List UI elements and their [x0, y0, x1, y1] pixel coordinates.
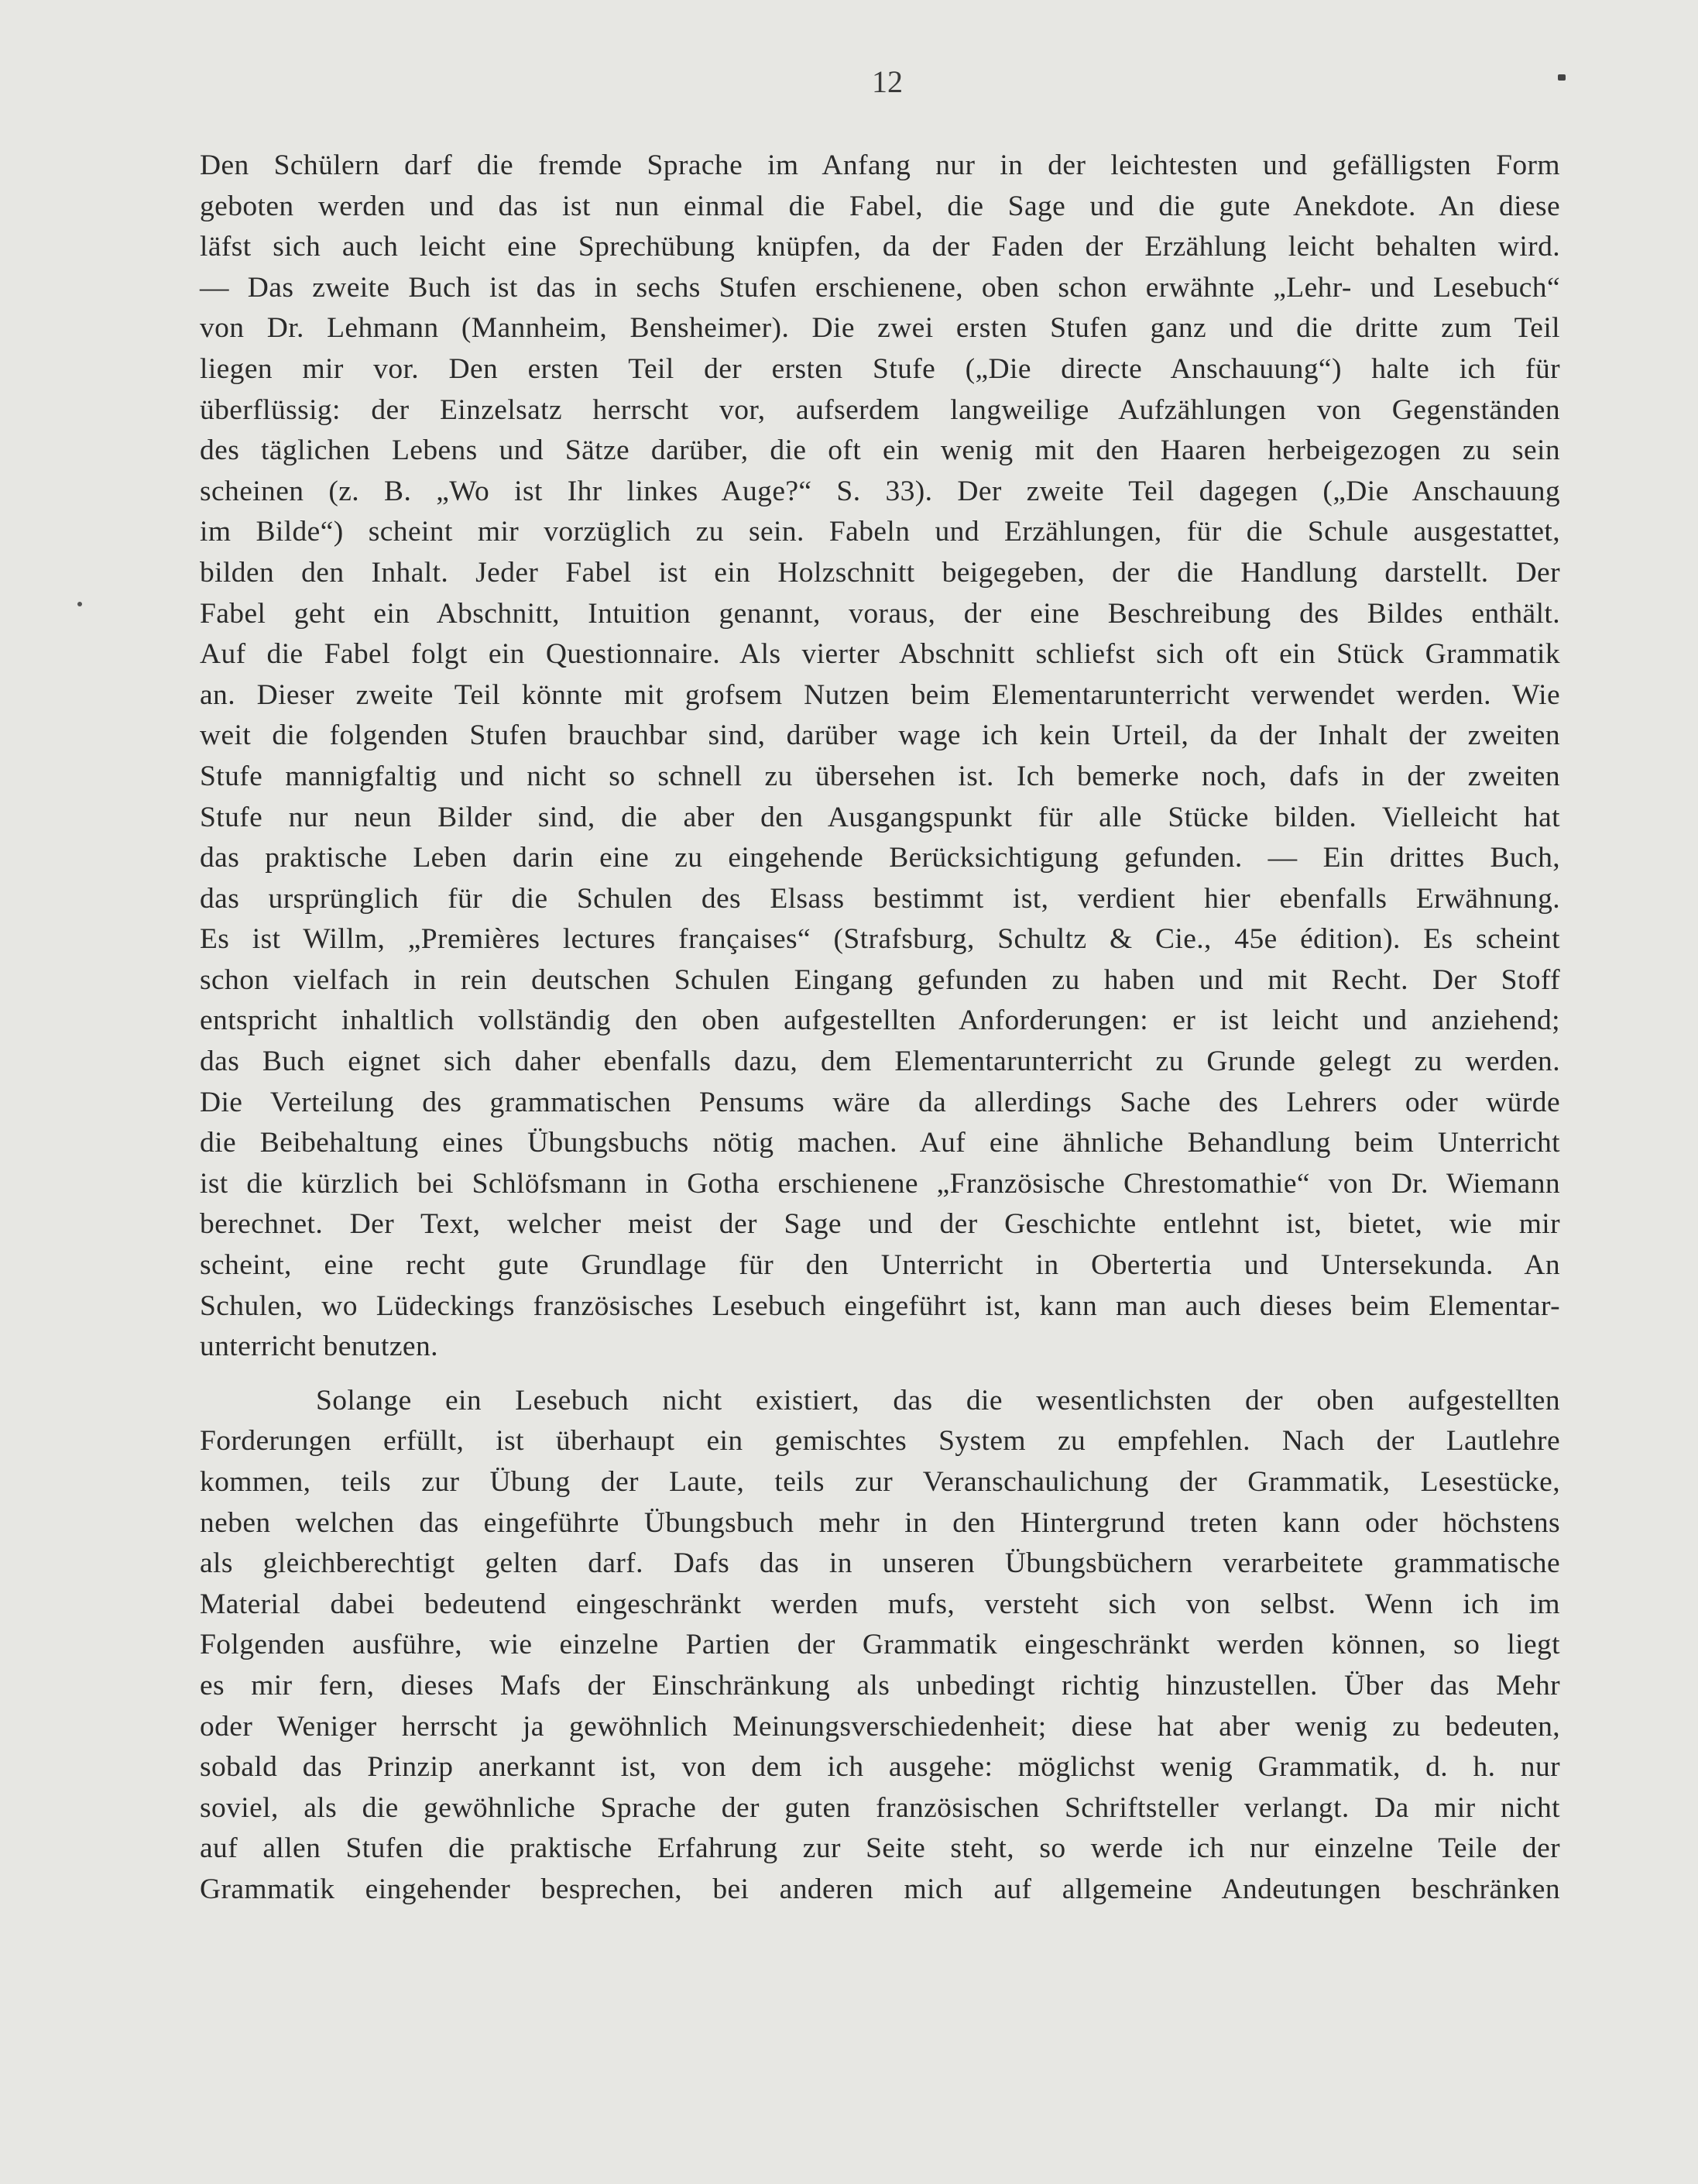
text-line: unterricht benutzen.	[200, 1331, 438, 1363]
text-line: scheinen (z. B. „Wo ist Ihr linkes Auge?“ S. 33). Der zweite Teil dagegen („Die Anschauung	[200, 475, 1560, 507]
text-line: oder Weniger herrscht ja gewöhnlich Meinungsverschiedenheit; diese hat aber wenig zu bedeuten,	[200, 1710, 1560, 1743]
text-line: Auf die Fabel folgt ein Questionnaire. Als vierter Abschnitt schliefst sich oft ein Stück Grammatik	[200, 638, 1560, 671]
text-line: das Buch eignet sich daher ebenfalls dazu, dem Elementarunterricht zu Grunde gelegt zu werden.	[200, 1046, 1560, 1078]
text-line: die Beibehaltung eines Übungsbuchs nötig machen. Auf eine ähnliche Behandlung beim Unterricht	[200, 1127, 1560, 1159]
text-line: berechnet. Der Text, welcher meist der Sage und der Geschichte entlehnt ist, bietet, wie mir	[200, 1208, 1560, 1241]
text-line: liegen mir vor. Den ersten Teil der ersten Stufe („Die directe Anschauung“) halte ich für	[200, 352, 1560, 385]
text-line: an. Dieser zweite Teil könnte mit grofsem Nutzen beim Elementarunterricht verwendet werden. Wie	[200, 678, 1560, 711]
text-line: das ursprünglich für die Schulen des Elsass bestimmt ist, verdient hier ebenfalls Erwähnung.	[200, 882, 1560, 915]
text-line: Solange ein Lesebuch nicht existiert, das die wesentlichsten der oben aufgestellten	[316, 1384, 1560, 1417]
text-line: auf allen Stufen die praktische Erfahrung zur Seite steht, so werde ich nur einzelne Teile der	[200, 1832, 1560, 1865]
text-line: von Dr. Lehmann (Mannheim, Bensheimer). Die zwei ersten Stufen ganz und die dritte zum Teil	[200, 312, 1560, 345]
text-line: es mir fern, dieses Mafs der Einschränkung als unbedingt richtig hinzustellen. Über das Mehr	[200, 1669, 1560, 1702]
page-number: 12	[872, 64, 903, 99]
text-line: soviel, als die gewöhnliche Sprache der guten französischen Schriftsteller verlangt. Da mir nicht	[200, 1791, 1560, 1824]
text-line: überflüssig: der Einzelsatz herrscht vor, aufserdem langweilige Aufzählungen von Gegenständen	[200, 393, 1560, 426]
text-line: Material dabei bedeutend eingeschränkt werden mufs, versteht sich von selbst. Wenn ich im	[200, 1588, 1560, 1620]
text-line: als gleichberechtigt gelten darf. Dafs das in unseren Übungsbüchern verarbeitete grammatische	[200, 1547, 1560, 1580]
body-text	[200, 146, 1560, 1911]
text-line: Die Verteilung des grammatischen Pensums wäre da allerdings Sache des Lehrers oder würde	[200, 1086, 1560, 1118]
text-line: neben welchen das eingeführte Übungsbuch mehr in den Hintergrund treten kann oder höchstens	[200, 1506, 1560, 1539]
text-line: weit die folgenden Stufen brauchbar sind, darüber wage ich kein Urteil, da der Inhalt der zweiten	[200, 719, 1560, 752]
text-line: bilden den Inhalt. Jeder Fabel ist ein Holzschnitt beigegeben, der die Handlung darstellt. Der	[200, 556, 1560, 589]
text-line: scheint, eine recht gute Grundlage für den Unterricht in Obertertia und Untersekunda. An	[200, 1249, 1560, 1282]
text-line: geboten werden und das ist nun einmal die Fabel, die Sage und die gute Anekdote. An diese	[200, 190, 1560, 222]
text-line: Stufe nur neun Bilder sind, die aber den Ausgangspunkt für alle Stücke bilden. Vielleicht hat	[200, 801, 1560, 833]
corner-ink-mark	[1558, 74, 1566, 81]
text-line: entspricht inhaltlich vollständig den oben aufgestellten Anforderungen: er ist leicht und anziehend;	[200, 1004, 1560, 1037]
text-line: schon vielfach in rein deutschen Schulen Eingang gefunden zu haben und mit Recht. Der Stoff	[200, 963, 1560, 996]
text-line: Stufe mannigfaltig und nicht so schnell zu übersehen ist. Ich bemerke noch, dafs in der zweiten	[200, 760, 1560, 792]
margin-ink-dot	[77, 602, 82, 606]
text-line: das praktische Leben darin eine zu eingehende Berücksichtigung gefunden. — Ein drittes Buch,	[200, 842, 1560, 874]
text-line: — Das zweite Buch ist das in sechs Stufen erschienene, oben schon erwähnte „Lehr- und Lesebuch“	[200, 271, 1560, 304]
text-line: Fabel geht ein Abschnitt, Intuition genannt, voraus, der eine Beschreibung des Bildes enthält.	[200, 597, 1560, 630]
text-line: Folgenden ausführe, wie einzelne Partien der Grammatik eingeschränkt werden können, so liegt	[200, 1629, 1560, 1661]
text-line: kommen, teils zur Übung der Laute, teils zur Veranschaulichung der Grammatik, Lesestücke,	[200, 1466, 1560, 1498]
text-line: Es ist Willm, „Premières lectures françaises“ (Strafsburg, Schultz & Cie., 45e édition). Es scheint	[200, 923, 1560, 956]
text-line: des täglichen Lebens und Sätze darüber, die oft ein wenig mit den Haaren herbeigezogen zu sein	[200, 434, 1560, 467]
text-line: Schulen, wo Lüdeckings französisches Lesebuch eingeführt ist, kann man auch dieses beim Elementar-	[200, 1289, 1560, 1322]
text-line: Forderungen erfüllt, ist überhaupt ein gemischtes System zu empfehlen. Nach der Lautlehre	[200, 1425, 1560, 1458]
text-line: im Bilde“) scheint mir vorzüglich zu sein. Fabeln und Erzählungen, für die Schule ausgestattet,	[200, 516, 1560, 548]
text-line: ist die kürzlich bei Schlöfsmann in Gotha erschienene „Französische Chrestomathie“ von Dr. Wiemann	[200, 1167, 1560, 1200]
text-line: läfst sich auch leicht eine Sprechübung knüpfen, da der Faden der Erzählung leicht behalten wird.	[200, 231, 1560, 263]
text-line: Grammatik eingehender besprechen, bei anderen mich auf allgemeine Andeutungen beschränken	[200, 1873, 1560, 1905]
text-line: Den Schülern darf die fremde Sprache im Anfang nur in der leichtesten und gefälligsten Form	[200, 149, 1560, 181]
paragraph-1	[200, 146, 1560, 1368]
paragraph-2	[200, 1381, 1560, 1911]
text-line: sobald das Prinzip anerkannt ist, von dem ich ausgehe: möglichst wenig Grammatik, d. h. nur	[200, 1751, 1560, 1784]
